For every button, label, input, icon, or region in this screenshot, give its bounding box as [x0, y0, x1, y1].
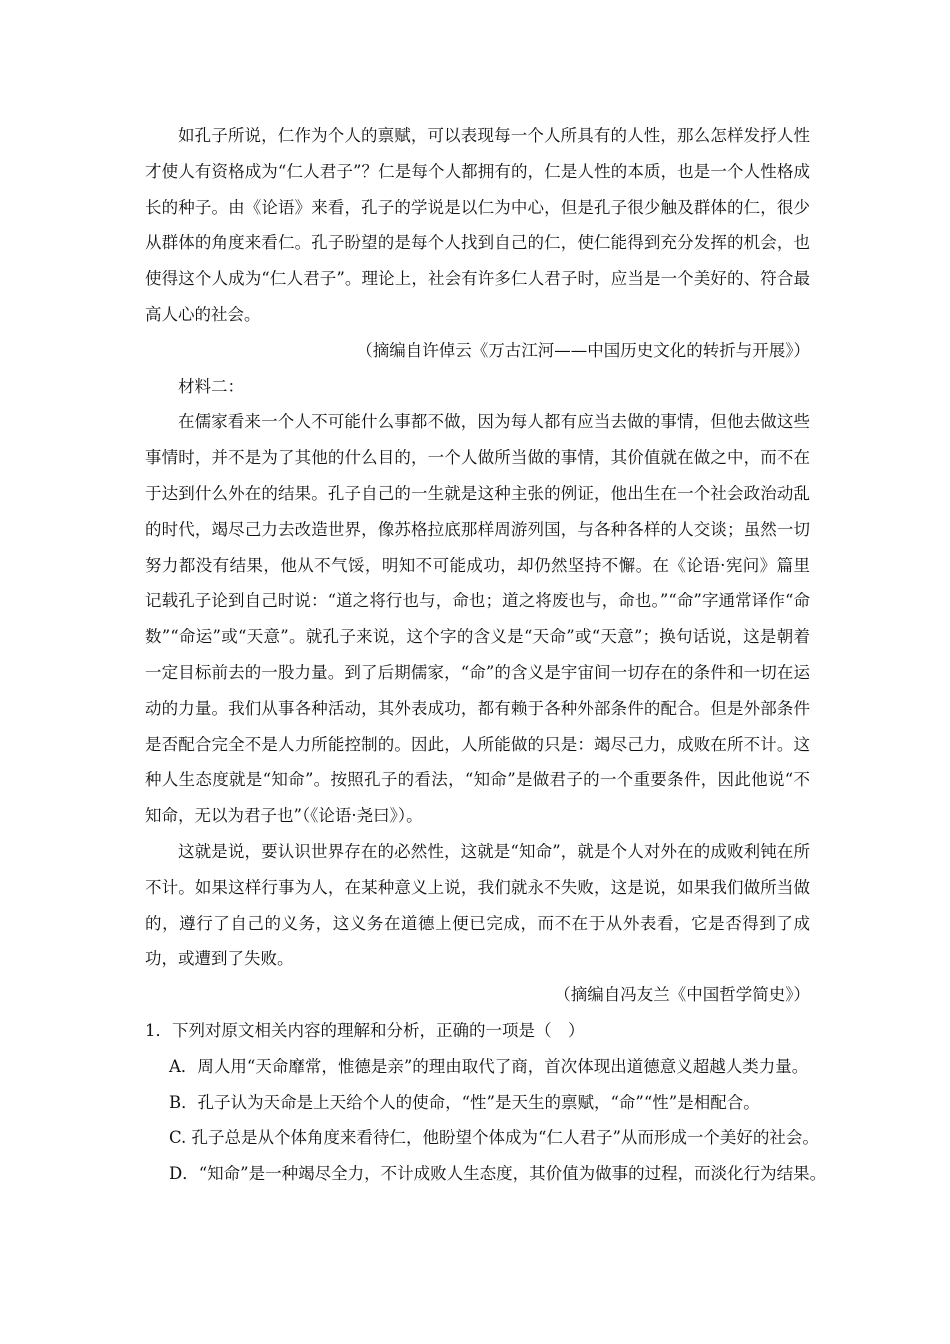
question-1-option-c: C. 孔子总是从个体角度来看待仁，他盼望个体成为“仁人君子”从而形成一个美好的社会。 [169, 1128, 819, 1148]
material2-label: 材料二： [178, 376, 244, 396]
question-1-option-b: B．孔子认为天命是上天给个人的使命，“性”是天生的禀赋，“命”“性”是相配合。 [169, 1092, 760, 1112]
material1-paragraph: 如孔子所说，仁作为个人的禀赋，可以表现每一个人所具有的人性，那么怎样发抒人性才使人有资格成为“仁人君子”？仁是每个人都拥有的，仁是人性的本质，也是一个人性格成长的种子。由《论语》来看，孔子的学说是以仁为中心，但是孔子很少触及群体的仁，很少从群体的角度来看仁。孔子盼望的是每个人找到自己的仁，使仁能得到充分发挥的机会，也使得这个人成为“仁人君子”。理论上，社会有许多仁人君子时，应当是一个美好的、符合最高人心的社会。 [145, 126, 810, 324]
question-1-option-d: D．“知命”是一种竭尽全力，不计成败人生态度，其价值为做事的过程，而淡化行为结果。 [169, 1164, 827, 1184]
material2-paragraph-1: 在儒家看来一个人不可能什么事都不做，因为每人都有应当去做的事情，但他去做这些事情时，并不是为了其他的什么目的，一个人做所当做的事情，其价值就在做之中，而不在于达到什么外在的结果。孔子自己的一生就是这种主张的例证，他出生在一个社会政治动乱的时代，竭尽己力去改造世界，像苏格拉底那样周游列国，与各种各样的人交谈；虽然一切努力都没有结果，他从不气馁，明知不可能成功，却仍然坚持不懈。在《论语·宪问》篇里记载孔子论到自己时说：“道之将行也与，命也；道之将废也与，命也。”“命”字通常译作“命数”“命运”或“天意”。就孔子来说，这个字的含义是“天命”或“天意”；换句话说，这是朝着一定目标前去的一股力量。到了后期儒家，“命”的含义是宇宙间一切存在的条件和一切在运动的力量。我们从事各种活动，其外表成功，都有赖于各种外部条件的配合。但是外部条件是否配合完全不是人力所能控制的。因此，人所能做的只是：竭尽己力，成败在所不计。这种人生态度就是“知命”。按照孔子的看法，“知命”是做君子的一个重要条件，因此他说“不知命，无以为君子也”（《论语·尧曰》）。 [145, 412, 810, 826]
material1-source: （摘编自许倬云《万古江河——中国历史文化的转折与开展》） [356, 340, 810, 360]
material2-paragraph-2: 这就是说，要认识世界存在的必然性，这就是“知命”，就是个人对外在的成败利钝在所不计。如果这样行事为人，在某种意义上说，我们就永不失败，这是说，如果我们做所当做的，遵行了自己的义务，这义务在道德上便已完成，而不在于从外表看，它是否得到了成功，或遭到了失败。 [145, 841, 810, 969]
question-1-option-a: A．周人用“天命靡常，惟德是亲”的理由取代了商，首次体现出道德意义超越人类力量。 [169, 1056, 809, 1076]
question-1-stem: 1．下列对原文相关内容的理解和分析，正确的一项是（ ） [145, 1020, 585, 1040]
document-page [145, 118, 827, 1192]
material2-source: （摘编自冯友兰《中国哲学简史》） [554, 985, 810, 1005]
